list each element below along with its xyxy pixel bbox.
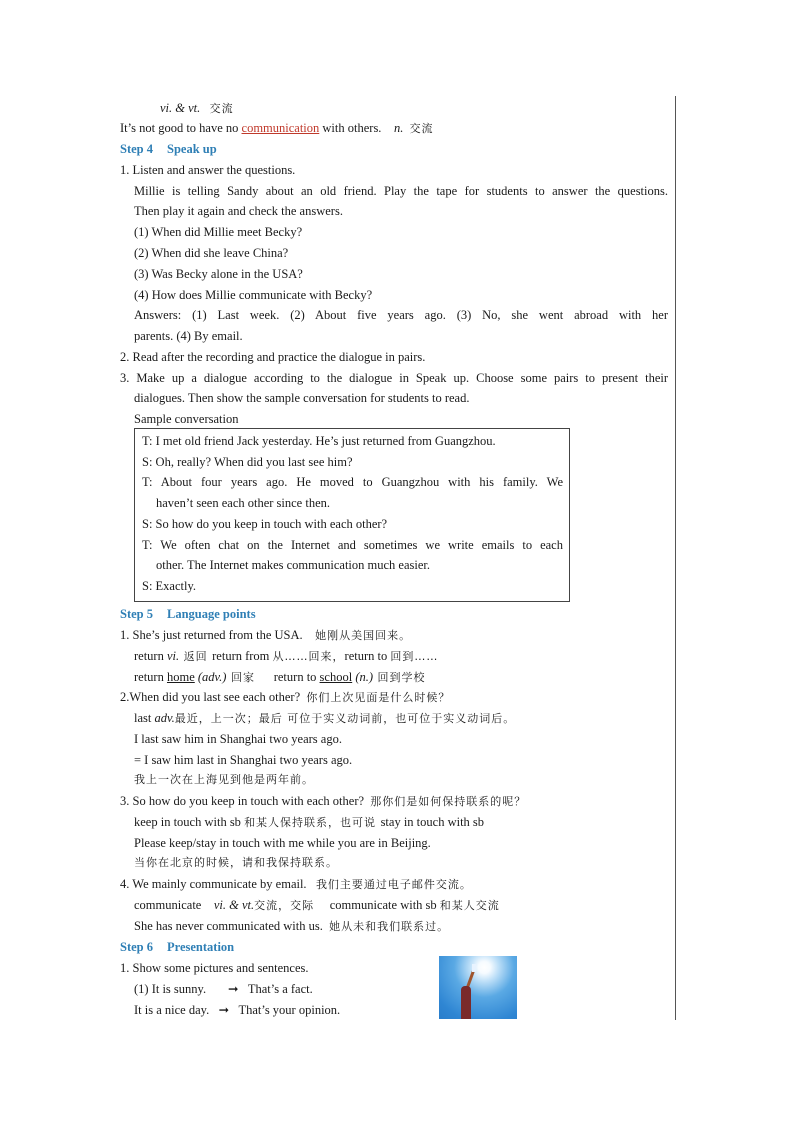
chinese-translation: 我上一次在上海见到他是两年前。	[134, 773, 314, 786]
usage-line	[134, 814, 484, 831]
dialogue-line: T: I met old friend Jack yesterday. He’s just returned from Guangzhou.	[142, 434, 496, 448]
usage-line	[134, 669, 426, 686]
usage-text: return to	[254, 670, 320, 684]
example-text: It is a nice day.	[134, 1003, 210, 1017]
step-heading	[120, 939, 234, 955]
usage-text: keep in touch with sb	[134, 815, 245, 829]
pos-label: vi.	[166, 649, 180, 663]
sunny-sky-photo	[439, 956, 517, 1019]
language-point	[120, 876, 472, 893]
sample-label: Sample conversation	[134, 412, 239, 426]
question: (3) Was Becky alone in the USA?	[134, 267, 303, 281]
step-heading	[120, 606, 256, 622]
chinese-gloss: 交流	[209, 102, 234, 115]
list-item: 2. Read after the recording and practice the dialogue in pairs.	[120, 350, 426, 364]
pos-label: vi. & vt.	[213, 898, 255, 912]
usage-text: last	[134, 711, 155, 725]
dialogue-line: S: Oh, really? When did you last see him?	[142, 455, 353, 469]
usage-text: communicate	[134, 898, 214, 912]
answers-line: parents. (4) By email.	[134, 329, 243, 343]
chinese-gloss: 最近，上一次；最后 可位于实义动词前，也可位于实义动词后。	[174, 712, 516, 725]
usage-text: return	[134, 670, 167, 684]
step-number: Step 4	[120, 142, 153, 156]
step-title: Presentation	[167, 940, 235, 954]
usage-text: communicate with sb	[314, 898, 440, 912]
example-sentence: = I saw him last in Shanghai two years ago.	[134, 753, 353, 767]
paragraph-line: Millie is telling Sandy about an old friend. Play the tape for students to answer the questions.	[134, 184, 668, 198]
chinese-translation: 她从未和我们联系过。	[329, 920, 450, 933]
usage-text: return to	[344, 649, 391, 663]
answers-line: Answers: (1) Last week. (2) About five years ago. (3) No, she went abroad with her	[134, 308, 668, 322]
sentence-text: with others.	[319, 121, 382, 135]
question: (4) How does Millie communicate with Becky?	[134, 288, 373, 302]
list-item: 3. Make up a dialogue according to the dialogue in Speak up. Choose some pairs to present their	[120, 371, 668, 385]
sentence-text: It’s not good to have no	[120, 121, 242, 135]
dialogue-line: other. The Internet makes communication much easier.	[156, 558, 430, 572]
dialogue-line: T: We often chat on the Internet and sometimes we write emails to each	[142, 538, 563, 552]
step-heading	[120, 141, 217, 157]
pos-label: (n.)	[352, 670, 374, 684]
example-sentence: I last saw him in Shanghai two years ago.	[134, 732, 342, 746]
chinese-gloss: 交流	[409, 122, 434, 135]
highlighted-word: communication	[241, 121, 320, 135]
usage-text: return	[134, 649, 167, 663]
pos-label: (adv.)	[194, 670, 227, 684]
list-item: 1. Show some pictures and sentences.	[120, 961, 309, 975]
paragraph-line: Then play it again and check the answers.	[134, 204, 343, 218]
opinion-line	[134, 1002, 340, 1018]
underlined-word: home	[166, 670, 195, 684]
example-text: (1) It is sunny.	[134, 982, 207, 996]
step-title: Language points	[167, 607, 256, 621]
usage-text: return from	[212, 649, 273, 663]
chinese-gloss: 回到……	[390, 650, 439, 663]
list-item: 1. Listen and answer the questions.	[120, 163, 296, 177]
page-right-border	[675, 96, 676, 1020]
intro-line	[160, 100, 234, 117]
chinese-gloss: 返回	[179, 650, 213, 663]
example-sentence	[134, 918, 449, 935]
usage-text: stay in touch with sb	[380, 815, 485, 829]
chinese-translation: 那你们是如何保持联系的呢？	[370, 795, 527, 808]
dialogue-line: T: About four years ago. He moved to Guangzhou with his family. We	[142, 475, 563, 489]
question: (2) When did she leave China?	[134, 246, 289, 260]
chinese-gloss: 回家	[226, 671, 255, 684]
chinese-translation: 她刚从美国回来。	[315, 629, 412, 642]
point-sentence: 4. We mainly communicate by email.	[120, 877, 307, 891]
list-item: dialogues. Then show the sample conversation for students to read.	[134, 391, 470, 405]
dialogue-line: haven’t seen each other since then.	[156, 496, 330, 510]
chinese-translation: 我们主要通过电子邮件交流。	[315, 878, 472, 891]
example-sentence: Please keep/stay in touch with me while you are in Beijing.	[134, 836, 431, 850]
step-title: Speak up	[167, 142, 217, 156]
photo-figure	[461, 986, 471, 1019]
step-number: Step 5	[120, 607, 153, 621]
pos-label: n.	[393, 121, 404, 135]
usage-line	[134, 648, 438, 665]
usage-text: She has never communicated with us.	[134, 919, 323, 933]
pos-label: adv.	[154, 711, 175, 725]
example-sentence	[120, 120, 434, 137]
chinese-gloss: 回到学校	[373, 671, 426, 684]
chinese-gloss: 从……回来，	[272, 650, 345, 663]
underlined-word: school	[319, 670, 353, 684]
pos-label: vi. & vt.	[160, 101, 201, 115]
fact-line	[134, 981, 313, 997]
point-sentence: 2.When did you last see each other?	[120, 690, 301, 704]
chinese-gloss: 交流，交际	[254, 899, 315, 912]
arrow-icon: ➞	[218, 1003, 230, 1017]
chinese-translation: 当你在北京的时候，请和我保持联系。	[134, 856, 338, 869]
example-text: That’s your opinion.	[238, 1003, 341, 1017]
language-point	[120, 627, 411, 644]
language-point	[120, 689, 450, 706]
usage-line	[134, 897, 500, 914]
example-text: That’s a fact.	[247, 982, 313, 996]
question: (1) When did Millie meet Becky?	[134, 225, 303, 239]
dialogue-line: S: So how do you keep in touch with each other?	[142, 517, 388, 531]
dialogue-line: S: Exactly.	[142, 579, 197, 593]
chinese-gloss: 和某人交流	[439, 899, 500, 912]
chinese-translation: 你们上次见面是什么时候？	[306, 691, 451, 704]
chinese-gloss: 和某人保持联系，也可说	[244, 816, 381, 829]
language-point	[120, 793, 526, 810]
usage-line	[134, 710, 515, 727]
step-number: Step 6	[120, 940, 153, 954]
arrow-icon: ➞	[227, 982, 239, 996]
point-sentence: 1. She’s just returned from the USA.	[120, 628, 303, 642]
photo-bottle	[472, 964, 476, 972]
point-sentence: 3. So how do you keep in touch with each other?	[120, 794, 365, 808]
